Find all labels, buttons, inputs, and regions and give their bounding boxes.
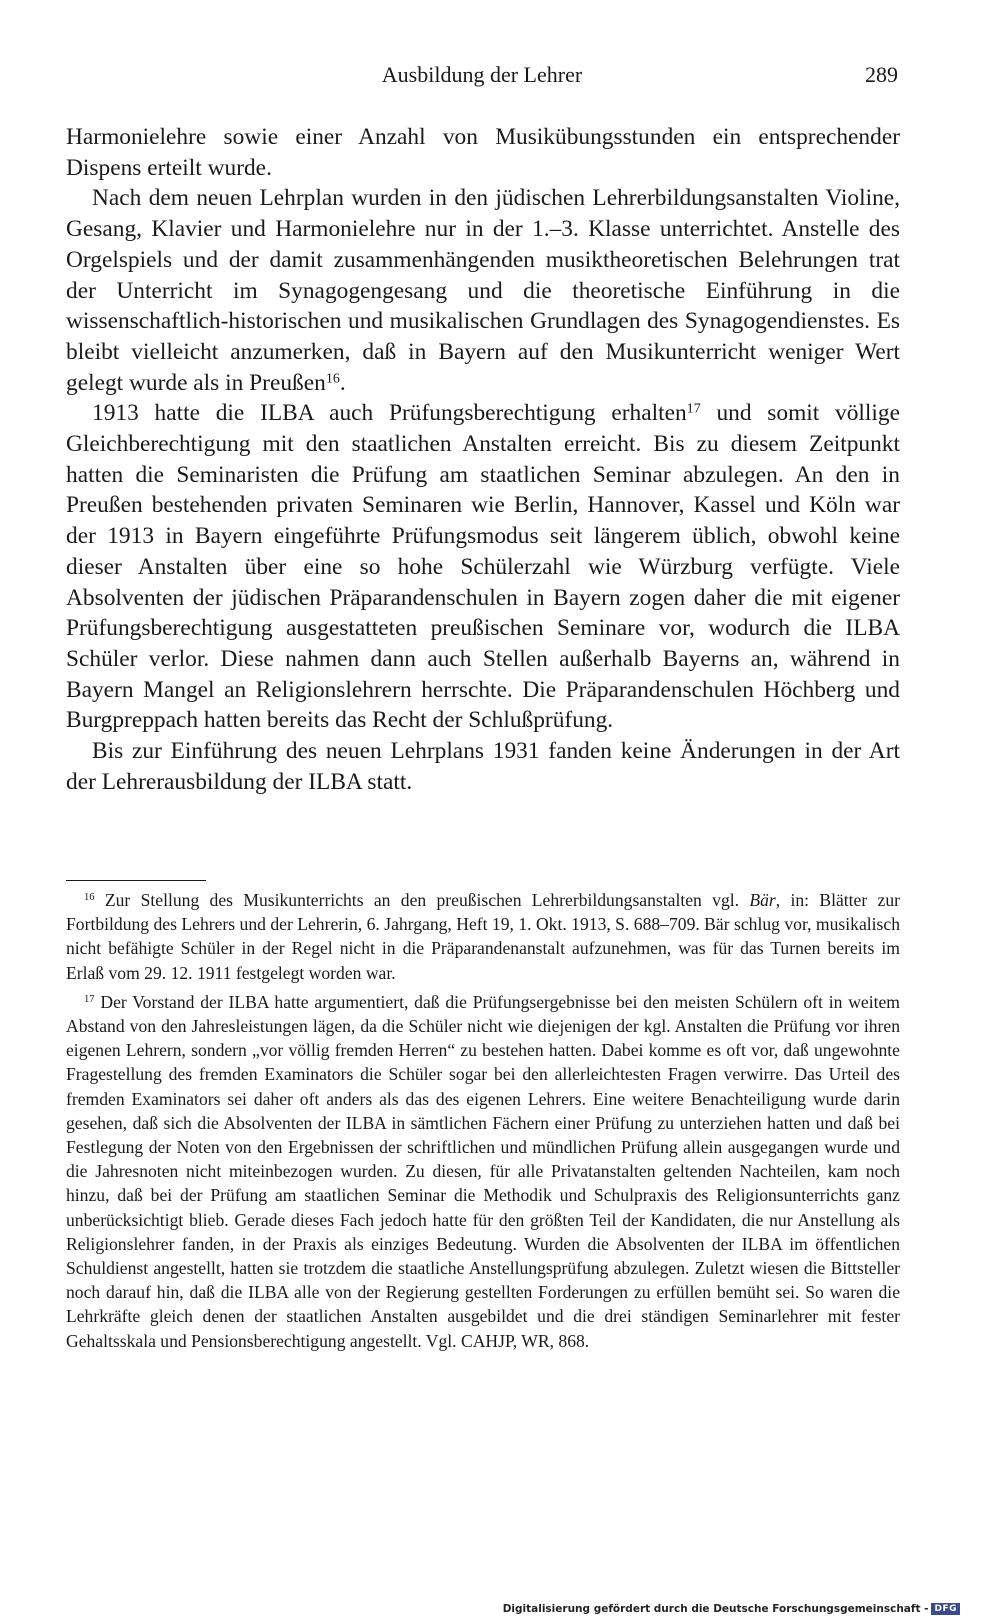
paragraph-1 — [66, 122, 900, 183]
paragraph-1-text: Harmonielehre sowie einer Anzahl von Musikübungsstunden ein entsprechender Dispens erteilt wurde. — [66, 124, 900, 181]
footnote-ref-17[interactable]: 17 — [686, 400, 701, 417]
page-number: 289 — [865, 62, 898, 87]
footnote-16-text-b: , in: Blätter zur Fortbildung des Lehrers und der Lehrerin, 6. Jahrgang, Heft 19, 1. Okt. 1913, S. 688–709. Bär schlug vor, musikalisch nicht befähigte Schüler in der Regel nicht in die Präparandenanstalt aufzunehmen, was für das Turnen bereits im Erlaß vom 29. 12. 1911 festgelegt worden war. — [66, 890, 900, 983]
footnote-ref-16[interactable]: 16 — [325, 369, 340, 386]
footnotes — [66, 888, 900, 1353]
main-text — [66, 122, 900, 797]
footnote-17-number: 17 — [84, 994, 95, 1006]
footnote-17 — [66, 990, 900, 1353]
dfg-logo-icon: DFG — [931, 1603, 960, 1615]
footnote-16-author: Bär — [749, 890, 776, 910]
paragraph-3 — [66, 398, 900, 736]
digitization-credit — [503, 1603, 960, 1615]
paragraph-4 — [66, 736, 900, 797]
footnote-rule — [66, 880, 206, 881]
footnote-16-text-a: Zur Stellung des Musikunterrichts an den preußischen Lehrerbildungsanstalten vgl. — [104, 890, 750, 910]
paragraph-2-end: . — [339, 369, 346, 396]
paragraph-4-text: Bis zur Einführung des neuen Lehrplans 1931 fanden keine Änderungen in der Art der Lehrerausbildung der ILBA statt. — [66, 738, 900, 795]
running-title: Ausbildung der Lehrer — [381, 62, 583, 87]
footnote-16 — [66, 888, 900, 985]
footnote-16-number: 16 — [84, 892, 95, 904]
paragraph-3-text-a: 1913 hatte die ILBA auch Prüfungsberechtigung erhalten — [92, 400, 687, 427]
footnote-17-text: Der Vorstand der ILBA hatte argumentiert, daß die Prüfungsergebnisse bei den meisten Schülern oft in weitem Abstand von den Jahresleistungen lägen, da die Schüler nicht wie diejenigen der kgl. Anstalten die Prüfung vor ihren eigenen Lehrern, sondern „vor völlig fremden Herren“ zu bestehen hatten. Dabei komme es oft vor, daß ungewohnte Fragestellung des fremden Examinators die Schüler sogar bei den allerleichtesten Fragen verwirre. Das Urteil des fremden Examinators sei daher oft anders als das des eigenen Lehrers. Eine weitere Benachteiligung wurde darin gesehen, daß sich die Absolventen der ILBA in sämtlichen Fächern einer Prüfung zu unterziehen hatten und daß bei Festlegung der Noten von den Ergebnissen der schriftlichen und mündlichen Prüfung allein ausgegangen wurde und die Jahresnoten nicht miteinbezogen wurden. Zu diesen, für alle Privatanstalten geltenden Nachteilen, kam noch hinzu, daß bei der Prüfung am staatlichen Seminar die Methodik und Schulpraxis des Religionsunterrichts ganz unberücksichtigt blieb. Gerade dieses Fach jedoch hatte für den größten Teil der Kandidaten, die nur Anstellung als Religionslehrer fanden, in der Praxis als einziges Bedeutung. Wurden die Absolventen der ILBA im öffentlichen Schuldienst angestellt, hatten sie trotzdem die staatliche Anstellungsprüfung abzulegen. Zuletzt wiesen die Bittsteller noch darauf hin, daß die ILBA alle von der Regierung gestellten Forderungen zu erfüllen bemüht sei. So waren die Lehrkräfte gleich denen der staatlichen Anstalten ausgebildet und die drei ständigen Seminarlehrer mit fester Gehaltsskala und Pensionsberechtigung angestellt. Vgl. CAHJP, WR, 868. — [66, 991, 900, 1351]
paragraph-3-text-b: und somit völlige Gleichberechtigung mit den staatlichen Anstalten erreicht. Bis zu diesem Zeitpunkt hatten die Seminaristen die Prüfung am staatlichen Seminar abzulegen. An den in Preußen bestehenden privaten Seminaren wie Berlin, Hannover, Kassel und Köln war der 1913 in Bayern eingeführte Prüfungsmodus seit längerem üblich, obwohl keine dieser Anstalten über eine so hohe Schülerzahl wie Würzburg verfügte. Viele Absolventen der jüdischen Präparandenschulen in Bayern zogen daher die mit eigener Prüfungsberechtigung ausgestatteten preußischen Seminare vor, wodurch die ILBA Schüler verlor. Diese nahmen dann auch Stellen außerhalb Bayerns an, während in Bayern Mangel an Religionslehrern herrschte. Die Präparandenschulen Höchberg und Burgpreppach hatten bereits das Recht der Schlußprüfung. — [66, 400, 900, 734]
credit-text: Digitalisierung gefördert durch die Deutsche Forschungsgemeinschaft - — [502, 1603, 929, 1615]
paragraph-2-text: Nach dem neuen Lehrplan wurden in den jüdischen Lehrerbildungsanstalten Violine, Gesang, Klavier und Harmonielehre nur in der 1.–3. Klasse unterrichtet. Anstelle des Orgelspiels und der damit zusammenhängenden musiktheoretischen Belehrungen trat der Unterricht im Synagogengesang und die theoretische Einführung in die wissenschaftlich-historischen und musikalischen Grundlagen des Synagogendienstes. Es bleibt vielleicht anzumerken, daß in Bayern auf den Musikunterricht weniger Wert gelegt wurde als in Preußen — [66, 185, 900, 396]
page-header — [66, 58, 898, 94]
paragraph-2 — [66, 183, 900, 398]
